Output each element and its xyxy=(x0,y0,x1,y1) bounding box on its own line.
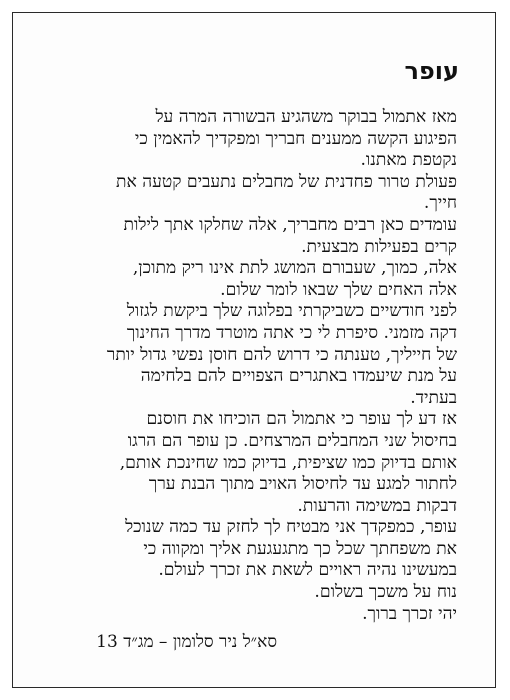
letter-line: עומדים כאן רבים מחבריך, אלה שחלקו אתך לילות xyxy=(123,214,457,235)
letter-title: עופר xyxy=(404,57,459,85)
letter-line: אותם בדיוק כמו שציפית, בדיוק כמו שחינכת אותם, xyxy=(119,452,457,473)
letter-line: עופר, כמפקדך אני מבטיח לך לחזק עד כמה שנוכל xyxy=(125,517,457,538)
letter-line: אלה, כמוך, שעבורם המושג לתת אינו ריק מתוכן, xyxy=(132,258,457,279)
letter-line: פעולת טרור פחדנית של מחבלים נתעבים קטעה את xyxy=(115,171,457,192)
letter-line: לחתור למגע עד לחיסול האויב מתוך הבנת ערך xyxy=(148,474,457,495)
letter-line: נוח על משכך בשלום. xyxy=(314,582,457,603)
letter-line: קרים בפעילות מבצעית. xyxy=(301,236,457,257)
letter-line: הפיגוע הקשה ממענים חבריך ומפקדיך להאמין כי xyxy=(134,128,457,149)
letter-line: את משפחתך שכל כך מתגעגעת אליך ומקווה כי xyxy=(143,538,457,559)
letter-line: על מנת שיעמדו באתגרים הצפויים להם בלחימה xyxy=(140,366,457,387)
letter-line: נקטפת מאתנו. xyxy=(360,150,457,171)
letter-line: במעשינו נהיה ראויים לשאת את זכרך לעולם. xyxy=(158,560,457,581)
letter-line: לפני חודשיים כשביקרתי בפלוגה שלך ביקשת לגזול xyxy=(126,301,457,322)
letter-line: בחיסול שני המחבלים המרצחים. כן עופר הם הרגו xyxy=(127,430,457,451)
letter-line: אלה האחים שלך שבאו לומר שלום. xyxy=(220,279,457,300)
letter-line: בעתיד. xyxy=(410,387,457,408)
letter-line: של חייליך, טענתה כי דרוש להם חוסן נפשי גדול יותר xyxy=(106,344,457,365)
letter-body xyxy=(39,107,457,625)
letter-line: מאז אתמול בבוקר משהגיע הבשורה המרה על xyxy=(155,107,457,127)
letter-line: דבקות במשימה והרעות. xyxy=(297,495,457,516)
letter-line: דקה מזמני. סיפרת לי כי אתה מוטרד מדרך החינוך xyxy=(126,322,457,343)
letter-line: יהי זכרך ברוך. xyxy=(362,603,457,624)
letter-line: חייך. xyxy=(423,193,457,214)
letter-line: אז דע לך עופר כי אתמול הם הוכיחו את חוסנם xyxy=(146,409,457,430)
letter-signature: סא״ל ניר סלומון – מג״ד 13 xyxy=(96,632,277,652)
letter-page xyxy=(12,12,496,688)
